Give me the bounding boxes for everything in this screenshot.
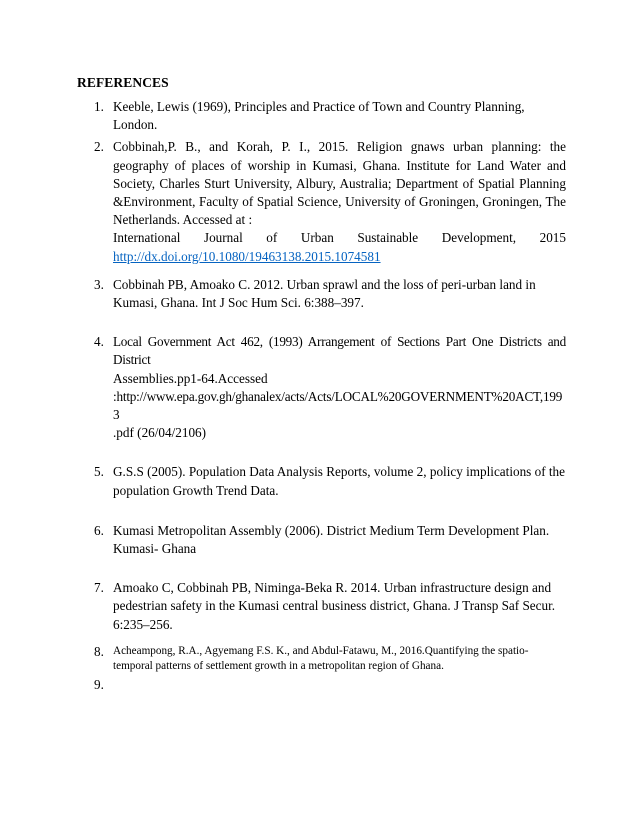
reference-number: 7. bbox=[94, 580, 104, 596]
doi-link[interactable]: http://dx.doi.org/10.1080/19463138.2015.1074581 bbox=[113, 248, 381, 264]
reference-number: 4. bbox=[94, 334, 104, 350]
reference-number: 6. bbox=[94, 522, 104, 538]
reference-text: Cobbinah,P. B., and Korah, P. I., 2015. Religion gnaws urban planning: the geography of places of worship in Kumasi, Ghana. Institute for Land Water and Society, Charles Sturt University, Albury, Australia; Department of Spatial Planning &Environment, Faculty of Spatial Science, University of Groningen, Groningen, The Netherlands. Accessed at : bbox=[113, 139, 566, 228]
references-heading: REFERENCES bbox=[77, 75, 169, 90]
reference-url-text: :http://www.epa.gov.gh/ghanalex/acts/Acts/LOCAL%20GOVERNMENT%20ACT,1993 bbox=[113, 388, 563, 423]
reference-text: Assemblies.pp1-64.Accessed bbox=[113, 370, 268, 386]
reference-number: 9. bbox=[94, 676, 104, 692]
reference-item-2 bbox=[77, 138, 566, 265]
reference-text: Kumasi Metropolitan Assembly (2006). District Medium Term Development Plan. Kumasi- Ghana bbox=[113, 522, 550, 557]
reference-journal-line: International Journal of Urban Sustainable Development, 2015 bbox=[113, 230, 566, 246]
reference-number: 8. bbox=[94, 643, 104, 659]
reference-number: 1. bbox=[94, 99, 104, 114]
reference-item-3 bbox=[77, 276, 566, 312]
reference-number: 3. bbox=[94, 276, 104, 292]
reference-number: 5. bbox=[94, 464, 104, 480]
reference-item-1 bbox=[77, 98, 566, 134]
reference-text: Cobbinah PB, Amoako C. 2012. Urban sprawl and the loss of peri-urban land in Kumasi, Ghana. Int J Soc Hum Sci. 6:388–397. bbox=[113, 276, 536, 311]
reference-item-4 bbox=[77, 333, 566, 442]
reference-item-7 bbox=[77, 579, 566, 634]
reference-item-5 bbox=[77, 463, 566, 499]
reference-text: Local Government Act 462, (1993) Arrangement of Sections Part One Districts and District bbox=[113, 334, 566, 368]
reference-item-6 bbox=[77, 522, 566, 558]
reference-list bbox=[77, 98, 566, 694]
reference-text: .pdf (26/04/2106) bbox=[113, 425, 207, 441]
reference-number: 2. bbox=[94, 139, 104, 155]
reference-text: Amoako C, Cobbinah PB, Niminga-Beka R. 2014. Urban infrastructure design and pedestrian safety in the Kumasi central business district, Ghana. J Transp Saf Secur. 6:235–256. bbox=[113, 580, 556, 632]
reference-text: Keeble, Lewis (1969), Principles and Practice of Town and Country Planning, London. bbox=[113, 99, 525, 133]
reference-item-8 bbox=[77, 644, 566, 674]
reference-text: G.S.S (2005). Population Data Analysis Reports, volume 2, policy implications of the population Growth Trend Data. bbox=[113, 464, 565, 498]
reference-item-9 bbox=[77, 676, 566, 694]
reference-text: Acheampong, R.A., Agyemang F.S. K., and Abdul-Fatawu, M., 2016.Quantifying the spatio-temporal patterns of settlement growth in a metropolitan region of Ghana. bbox=[113, 644, 529, 672]
reference-text bbox=[113, 676, 566, 694]
